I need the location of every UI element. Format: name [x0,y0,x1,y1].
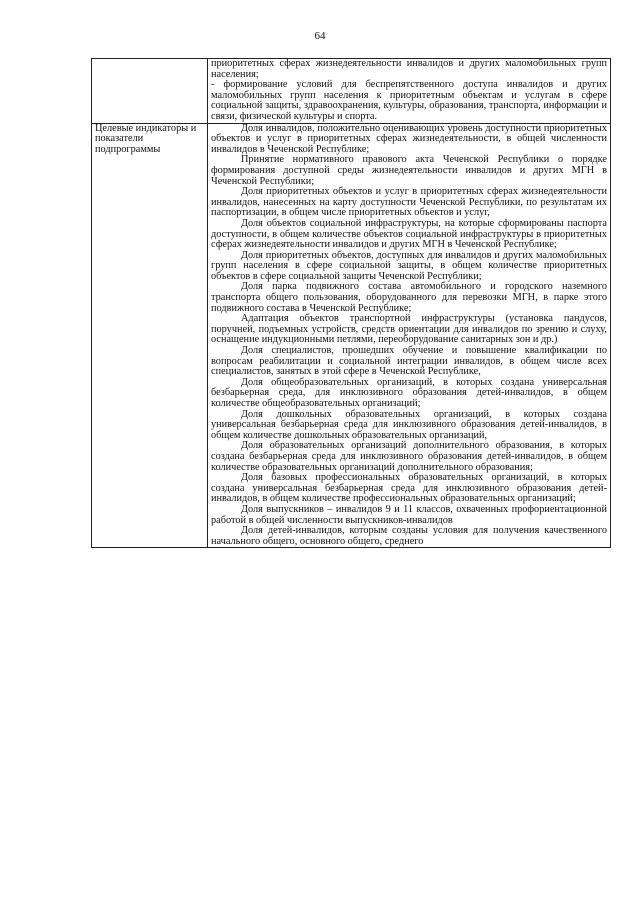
row-label [92,59,208,124]
paragraph: Принятие нормативного правового акта Чеченской Республики о порядке формирования доступной среды жизнедеятельности инвалидов и других МГН в Чеченской Республики; [211,154,607,187]
paragraph: Доля специалистов, прошедших обучение и повышение квалификации по вопросам реабилитации и социальной интеграции инвалидов, в общем числе всех специалистов, занятых в этой сфере в Чеченской Республике, [211,345,607,378]
paragraph: Доля дошкольных образовательных организаций, в которых создана универсальная безбарьерная среда для инклюзивного образования детей-инвалидов, в общем количестве дошкольных образовательных организаций, [211,408,607,441]
paragraph: Доля приоритетных объектов и услуг в приоритетных сферах жизнедеятельности инвалидов, нанесенных на карту доступности Чеченской Республики, по результатам их паспортизации, в общем числе приоритетных объектов и услуг, [211,186,607,219]
subprogram-passport-table [91,58,611,548]
paragraph: приоритетных сферах жизнедеятельности инвалидов и других маломобильных групп населения; [211,58,607,80]
table-row [92,123,611,548]
table-row [92,59,611,124]
paragraph: Доля образовательных организаций дополнительного образования, в которых создана безбарьерная среда для инклюзивного образования детей-инвалидов, в общем количестве образовательных организаций дополнительного образования; [211,440,607,473]
page-number: 64 [314,30,326,42]
paragraph: Доля приоритетных объектов, доступных для инвалидов и других маломобильных групп населения в сфере социальной защиты, в общем количестве приоритетных объектов в сфере социальной защиты Чеченской Республики; [211,249,607,282]
paragraph: - формирование условий для беспрепятственного доступа инвалидов и других маломобильных групп населения к приоритетным объектам и услугам в сфере социальной защиты, здравоохранения, культуры, образования, транспорта, информации и связи, физической культуры и спорта. [211,79,607,122]
paragraph: Доля выпускников – инвалидов 9 и 11 классов, охваченных профориентационной работой в общей численности выпускников-инвалидов [211,503,607,526]
row-content [208,59,611,124]
paragraph: Доля инвалидов, положительно оценивающих уровень доступности приоритетных объектов и услуг в приоритетных сферах жизнедеятельности, в общей численности инвалидов в Чеченской Республике; [211,122,607,155]
row-content [208,123,611,548]
row-label: Целевые индикаторы и показатели подпрограммы [92,123,208,548]
paragraph: Доля базовых профессиональных образовательных организаций, в которых создана универсальная безбарьерная среда для инклюзивного образования детей-инвалидов, в общем количестве профессиональных образовательных организаций; [211,472,607,505]
paragraph: Адаптация объектов транспортной инфраструктуры (установка пандусов, поручней, подъемных устройств, средств ориентации для инвалидов по зрению и слуху, оснащение индукционными петлями, переоборудование санитарных зон и др.) [211,313,607,346]
paragraph: Доля детей-инвалидов, которым созданы условия для получения качественного начального общего, основного общего, среднего [211,525,607,547]
paragraph: Доля объектов социальной инфраструктуры, на которые сформированы паспорта доступности, в общем количестве объектов социальной инфраструктуры в приоритетных сферах жизнедеятельности инвалидов и других МГН в Чеченской Республике; [211,217,607,251]
paragraph: Доля общеобразовательных организаций, в которых создана универсальная безбарьерная среда, для инклюзивного образования детей-инвалидов, в общем количестве общеобразовательных организаций; [211,376,607,409]
paragraph: Доля парка подвижного состава автомобильного и городского наземного транспорта общего пользования, оборудованного для перевозки МГН, в парке этого подвижного состава в Чеченской Республике; [211,281,607,314]
